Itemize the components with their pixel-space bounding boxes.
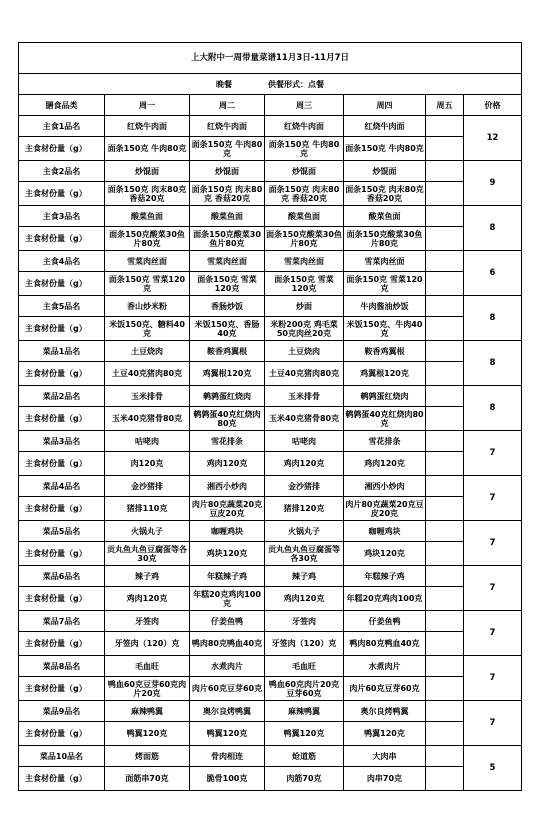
dish-qty-cell: 面条150克酸菜30鱼片80克 — [344, 227, 426, 251]
service-form: 供餐形式：点餐 — [268, 79, 324, 89]
dish-name-cell: 辣子鸡 — [105, 566, 190, 587]
qty-label: 主食材份量（g） — [19, 542, 105, 566]
dish-name-row — [19, 521, 522, 542]
dish-qty-cell: 米粉200克 鸡毛菜50克肉丝20克 — [265, 317, 344, 341]
dish-name-cell: 牙签肉 — [105, 611, 190, 632]
dish-name-cell: 火锅丸子 — [105, 521, 190, 542]
category-label: 主食2品名 — [19, 161, 105, 182]
category-label: 主食3品名 — [19, 206, 105, 227]
dish-qty-cell — [426, 722, 464, 746]
price-cell: 7 — [464, 566, 522, 611]
dish-qty-cell: 猪排110克 — [105, 497, 190, 521]
dish-name-cell: 麻辣鸭翼 — [265, 701, 344, 722]
header-category: 膳食品类 — [19, 95, 105, 116]
category-label: 主食4品名 — [19, 251, 105, 272]
dish-name-cell: 雪菜肉丝面 — [265, 251, 344, 272]
dish-qty-row — [19, 317, 522, 341]
dish-name-cell: 牛肉酱油炒饭 — [344, 296, 426, 317]
dish-name-cell: 玉米排骨 — [105, 386, 190, 407]
dish-name-cell: 香山炒米粉 — [105, 296, 190, 317]
qty-label: 主食材份量（g） — [19, 227, 105, 251]
dish-qty-cell: 年糕20克鸡肉100克 — [190, 587, 265, 611]
dish-qty-row — [19, 722, 522, 746]
price-cell: 5 — [464, 746, 522, 791]
dish-qty-row — [19, 362, 522, 386]
price-cell: 7 — [464, 431, 522, 476]
dish-qty-cell: 米饭150克、香肠40克 — [190, 317, 265, 341]
dish-qty-cell — [426, 587, 464, 611]
dish-qty-row — [19, 137, 522, 161]
qty-label: 主食材份量（g） — [19, 407, 105, 431]
dish-qty-cell: 鸡肉120克 — [265, 452, 344, 476]
dish-name-cell: 雪花排条 — [344, 431, 426, 452]
dish-name-row — [19, 476, 522, 497]
dish-name-cell: 红烧牛肉面 — [344, 116, 426, 137]
dish-name-cell: 雪菜肉丝面 — [190, 251, 265, 272]
dish-qty-cell: 肉串70克 — [344, 767, 426, 791]
dish-name-cell: 金沙猪排 — [265, 476, 344, 497]
dish-qty-cell: 牙签肉（120）克 — [105, 632, 190, 656]
dish-qty-cell: 肉片80克蔬菜20克豆皮20克 — [344, 497, 426, 521]
dish-name-row — [19, 566, 522, 587]
dish-qty-cell — [426, 227, 464, 251]
dish-name-cell: 鹌鹑蛋红烧肉 — [190, 386, 265, 407]
dish-qty-cell: 肉片60克豆芽60克 — [344, 677, 426, 701]
qty-label: 主食材份量（g） — [19, 722, 105, 746]
dish-name-cell — [426, 476, 464, 497]
dish-qty-cell: 鸭翼120克 — [105, 722, 190, 746]
dish-name-cell: 炒馄面 — [190, 161, 265, 182]
price-cell: 6 — [464, 251, 522, 296]
dish-name-cell: 咕咾肉 — [265, 431, 344, 452]
dish-name-cell — [426, 341, 464, 362]
dish-qty-cell: 贡丸鱼丸鱼豆腐蛋等各30克 — [265, 542, 344, 566]
category-label: 主食5品名 — [19, 296, 105, 317]
dish-name-cell: 鞍香鸡翼根 — [190, 341, 265, 362]
dish-qty-cell — [426, 137, 464, 161]
dish-name-row — [19, 296, 522, 317]
dish-qty-cell: 鸡翼根120克 — [344, 362, 426, 386]
dish-qty-cell: 面条150克酸菜30鱼片80克 — [105, 227, 190, 251]
dish-name-cell — [426, 521, 464, 542]
dish-name-cell — [426, 746, 464, 767]
dish-name-cell: 鹌鹑蛋红烧肉 — [344, 386, 426, 407]
dish-name-row — [19, 611, 522, 632]
dish-qty-cell: 鸭翼120克 — [344, 722, 426, 746]
dish-name-cell: 红烧牛肉面 — [265, 116, 344, 137]
dish-name-cell: 湘西小炒肉 — [190, 476, 265, 497]
dish-qty-cell: 鸭翼120克 — [190, 722, 265, 746]
qty-label: 主食材份量（g） — [19, 767, 105, 791]
dish-qty-cell — [426, 542, 464, 566]
dish-name-cell: 红烧牛肉面 — [105, 116, 190, 137]
dish-qty-cell: 鸭血60克豆芽60克肉片20克 — [105, 677, 190, 701]
dish-qty-cell: 米饭150克、牛肉40克 — [344, 317, 426, 341]
dish-qty-cell — [426, 677, 464, 701]
category-label: 菜品10品名 — [19, 746, 105, 767]
header-price: 价格 — [464, 95, 522, 116]
dish-name-row — [19, 386, 522, 407]
dish-qty-cell: 牙签肉（120）克 — [265, 632, 344, 656]
dish-name-cell: 咖喱鸡块 — [344, 521, 426, 542]
dish-qty-cell: 面条150克 雪菜120克 — [190, 272, 265, 296]
category-label: 菜品2品名 — [19, 386, 105, 407]
dish-name-cell — [426, 296, 464, 317]
dish-qty-cell: 土豆40克猪肉80克 — [265, 362, 344, 386]
dish-name-cell — [426, 386, 464, 407]
dish-name-cell: 咕咾肉 — [105, 431, 190, 452]
price-cell: 8 — [464, 341, 522, 386]
header-tuesday: 周二 — [190, 95, 265, 116]
dish-name-row — [19, 656, 522, 677]
qty-label: 主食材份量（g） — [19, 272, 105, 296]
dish-name-cell: 毛血旺 — [105, 656, 190, 677]
dish-qty-cell: 米饭150克、糖料40克 — [105, 317, 190, 341]
dish-name-cell: 牙签肉 — [265, 611, 344, 632]
dish-name-cell: 雪菜肉丝面 — [344, 251, 426, 272]
dish-qty-cell — [426, 182, 464, 206]
dish-name-cell: 酸菜鱼面 — [190, 206, 265, 227]
price-cell: 7 — [464, 611, 522, 656]
meal-info-row — [19, 74, 522, 95]
category-label: 菜品1品名 — [19, 341, 105, 362]
qty-label: 主食材份量（g） — [19, 452, 105, 476]
dish-name-cell — [426, 116, 464, 137]
dish-name-row — [19, 431, 522, 452]
dish-name-cell — [426, 161, 464, 182]
price-cell: 7 — [464, 476, 522, 521]
qty-label: 主食材份量（g） — [19, 497, 105, 521]
dish-name-cell: 土豆烧肉 — [265, 341, 344, 362]
dish-qty-cell — [426, 632, 464, 656]
dish-qty-cell: 鸡块120克 — [344, 542, 426, 566]
dish-name-cell: 大肉串 — [344, 746, 426, 767]
dish-qty-cell: 面条150克 雪菜120克 — [344, 272, 426, 296]
category-label: 菜品4品名 — [19, 476, 105, 497]
dish-name-cell: 火锅丸子 — [265, 521, 344, 542]
dish-name-cell: 年糕辣子鸡 — [344, 566, 426, 587]
dish-name-cell: 炒馄面 — [105, 161, 190, 182]
qty-label: 主食材份量（g） — [19, 137, 105, 161]
dish-qty-cell: 面筋串70克 — [105, 767, 190, 791]
dish-qty-cell: 面条150克 牛肉80克 — [344, 137, 426, 161]
dish-name-row — [19, 161, 522, 182]
dish-name-cell: 辣子鸡 — [265, 566, 344, 587]
dish-qty-cell — [426, 497, 464, 521]
dish-name-cell: 酸菜鱼面 — [105, 206, 190, 227]
dish-qty-cell: 土豆40克猪肉80克 — [105, 362, 190, 386]
dish-name-cell — [426, 251, 464, 272]
dish-qty-row — [19, 227, 522, 251]
dish-qty-cell: 贡丸鱼丸鱼豆腐蛋等各30克 — [105, 542, 190, 566]
dish-qty-cell: 鸡肉120克 — [105, 587, 190, 611]
dish-qty-cell: 面条150克 肉末80克 香菇20克 — [105, 182, 190, 206]
header-monday: 周一 — [105, 95, 190, 116]
dish-qty-cell: 面条150克酸菜30鱼片80克 — [190, 227, 265, 251]
dish-qty-cell: 玉米40克猪骨80克 — [265, 407, 344, 431]
qty-label: 主食材份量（g） — [19, 677, 105, 701]
dish-name-cell: 咖喱鸡块 — [190, 521, 265, 542]
price-cell: 8 — [464, 296, 522, 341]
dish-name-cell: 水煮肉片 — [344, 656, 426, 677]
dish-qty-cell — [426, 317, 464, 341]
price-cell: 9 — [464, 161, 522, 206]
header-friday: 周五 — [426, 95, 464, 116]
dish-name-cell: 玉米排骨 — [265, 386, 344, 407]
qty-label: 主食材份量（g） — [19, 317, 105, 341]
dish-qty-cell: 面条150克 肉末80克 香菇20克 — [344, 182, 426, 206]
dish-qty-cell: 鸭肉80克鸭血40克 — [190, 632, 265, 656]
dish-name-cell: 红烧牛肉面 — [190, 116, 265, 137]
dish-qty-cell: 肉片60克豆芽60克 — [190, 677, 265, 701]
dish-qty-cell — [426, 407, 464, 431]
dish-qty-cell: 鹌鹑蛋40克红烧肉80克 — [344, 407, 426, 431]
dish-qty-cell: 鸡肉120克 — [190, 452, 265, 476]
dish-name-cell: 湘西小炒肉 — [344, 476, 426, 497]
category-label: 主食1品名 — [19, 116, 105, 137]
category-label: 菜品3品名 — [19, 431, 105, 452]
dish-qty-cell: 鸡肉120克 — [265, 587, 344, 611]
dish-name-row — [19, 251, 522, 272]
dish-qty-cell: 面条150克 雪菜120克 — [105, 272, 190, 296]
dish-name-cell: 奥尔良烤鸭翼 — [344, 701, 426, 722]
price-cell: 8 — [464, 386, 522, 431]
dish-qty-cell — [426, 452, 464, 476]
dish-name-cell: 炝道筋 — [265, 746, 344, 767]
dish-qty-cell: 猪排120克 — [265, 497, 344, 521]
dish-qty-cell: 面条150克 肉末80克 香菇20克 — [190, 182, 265, 206]
dish-name-cell — [426, 206, 464, 227]
dish-qty-cell: 面条150克 牛肉80克 — [265, 137, 344, 161]
dish-name-cell: 骨肉相连 — [190, 746, 265, 767]
category-label: 菜品6品名 — [19, 566, 105, 587]
dish-qty-cell: 年糕20克鸡肉100克 — [344, 587, 426, 611]
qty-label: 主食材份量（g） — [19, 587, 105, 611]
dish-qty-cell: 鹌鹑蛋40克红烧肉80克 — [190, 407, 265, 431]
qty-label: 主食材份量（g） — [19, 632, 105, 656]
dish-name-cell: 奥尔良烤鸭翼 — [190, 701, 265, 722]
header-wednesday: 周三 — [265, 95, 344, 116]
dish-qty-row — [19, 407, 522, 431]
price-cell: 12 — [464, 116, 522, 161]
price-cell: 8 — [464, 206, 522, 251]
dish-qty-cell: 鸭血60克肉片20克豆芽60克 — [265, 677, 344, 701]
qty-label: 主食材份量（g） — [19, 362, 105, 386]
dish-qty-cell: 鸡翼根120克 — [190, 362, 265, 386]
qty-label: 主食材份量（g） — [19, 182, 105, 206]
dish-qty-row — [19, 677, 522, 701]
dish-name-cell — [426, 431, 464, 452]
dish-name-cell: 鞍香鸡翼根 — [344, 341, 426, 362]
price-cell: 7 — [464, 701, 522, 746]
dish-name-cell: 炒馄面 — [344, 161, 426, 182]
dish-qty-cell: 鸭肉80克鸭血40克 — [344, 632, 426, 656]
dish-name-cell: 酸菜鱼面 — [265, 206, 344, 227]
menu-title: 上大附中一周带量菜谱11月3日-11月7日 — [19, 43, 522, 74]
dish-name-cell: 仔姜鱼鸭 — [190, 611, 265, 632]
dish-qty-cell: 肉片80克蔬菜20克豆皮20克 — [190, 497, 265, 521]
dish-name-cell — [426, 611, 464, 632]
header-row — [19, 95, 522, 116]
dish-name-row — [19, 746, 522, 767]
dish-qty-cell: 面条150克 肉末80克 香菇20克 — [265, 182, 344, 206]
price-cell: 7 — [464, 521, 522, 566]
dish-name-cell: 雪菜肉丝面 — [105, 251, 190, 272]
category-label: 菜品9品名 — [19, 701, 105, 722]
dish-name-cell: 土豆烧肉 — [105, 341, 190, 362]
dish-name-row — [19, 206, 522, 227]
dish-name-cell: 毛血旺 — [265, 656, 344, 677]
dish-qty-cell: 肉120克 — [105, 452, 190, 476]
dish-qty-cell: 面条150克 雪菜120克 — [265, 272, 344, 296]
dish-qty-row — [19, 272, 522, 296]
dish-name-cell: 炒面 — [265, 296, 344, 317]
dish-name-row — [19, 341, 522, 362]
dish-qty-row — [19, 497, 522, 521]
dish-name-cell: 炒馄面 — [265, 161, 344, 182]
dish-qty-cell — [426, 362, 464, 386]
dish-qty-cell: 脆骨100克 — [190, 767, 265, 791]
dish-name-cell: 香肠炒饭 — [190, 296, 265, 317]
dish-qty-row — [19, 452, 522, 476]
dish-qty-cell: 鸡肉120克 — [344, 452, 426, 476]
dish-qty-cell: 面条150克酸菜30鱼片80克 — [265, 227, 344, 251]
dish-name-cell: 水煮肉片 — [190, 656, 265, 677]
dish-name-cell: 麻辣鸭翼 — [105, 701, 190, 722]
meal-type: 晚餐 — [216, 79, 232, 89]
dish-qty-cell: 鸡块120克 — [190, 542, 265, 566]
dish-qty-row — [19, 182, 522, 206]
dish-qty-cell: 鸭翼120克 — [265, 722, 344, 746]
dish-name-cell: 仔姜鱼鸭 — [344, 611, 426, 632]
dish-name-cell — [426, 566, 464, 587]
price-cell: 7 — [464, 656, 522, 701]
category-label: 菜品5品名 — [19, 521, 105, 542]
header-thursday: 周四 — [344, 95, 426, 116]
dish-name-row — [19, 701, 522, 722]
dish-name-cell: 年糕辣子鸡 — [190, 566, 265, 587]
category-label: 菜品8品名 — [19, 656, 105, 677]
dish-name-cell: 雪花排条 — [190, 431, 265, 452]
dish-qty-row — [19, 587, 522, 611]
dish-qty-cell — [426, 272, 464, 296]
dish-qty-cell — [426, 767, 464, 791]
dish-qty-row — [19, 542, 522, 566]
dish-qty-cell: 肉筋70克 — [265, 767, 344, 791]
category-label: 菜品7品名 — [19, 611, 105, 632]
dish-name-row — [19, 116, 522, 137]
dish-name-cell: 烤面筋 — [105, 746, 190, 767]
dish-qty-cell: 面条150克 牛肉80克 — [190, 137, 265, 161]
dish-name-cell — [426, 656, 464, 677]
dish-name-cell: 金沙猪排 — [105, 476, 190, 497]
dish-qty-cell: 玉米40克猪骨80克 — [105, 407, 190, 431]
menu-table — [18, 42, 522, 791]
dish-qty-row — [19, 767, 522, 791]
dish-qty-row — [19, 632, 522, 656]
dish-name-cell — [426, 701, 464, 722]
dish-name-cell: 酸菜鱼面 — [344, 206, 426, 227]
dish-qty-cell: 面条150克 牛肉80克 — [105, 137, 190, 161]
